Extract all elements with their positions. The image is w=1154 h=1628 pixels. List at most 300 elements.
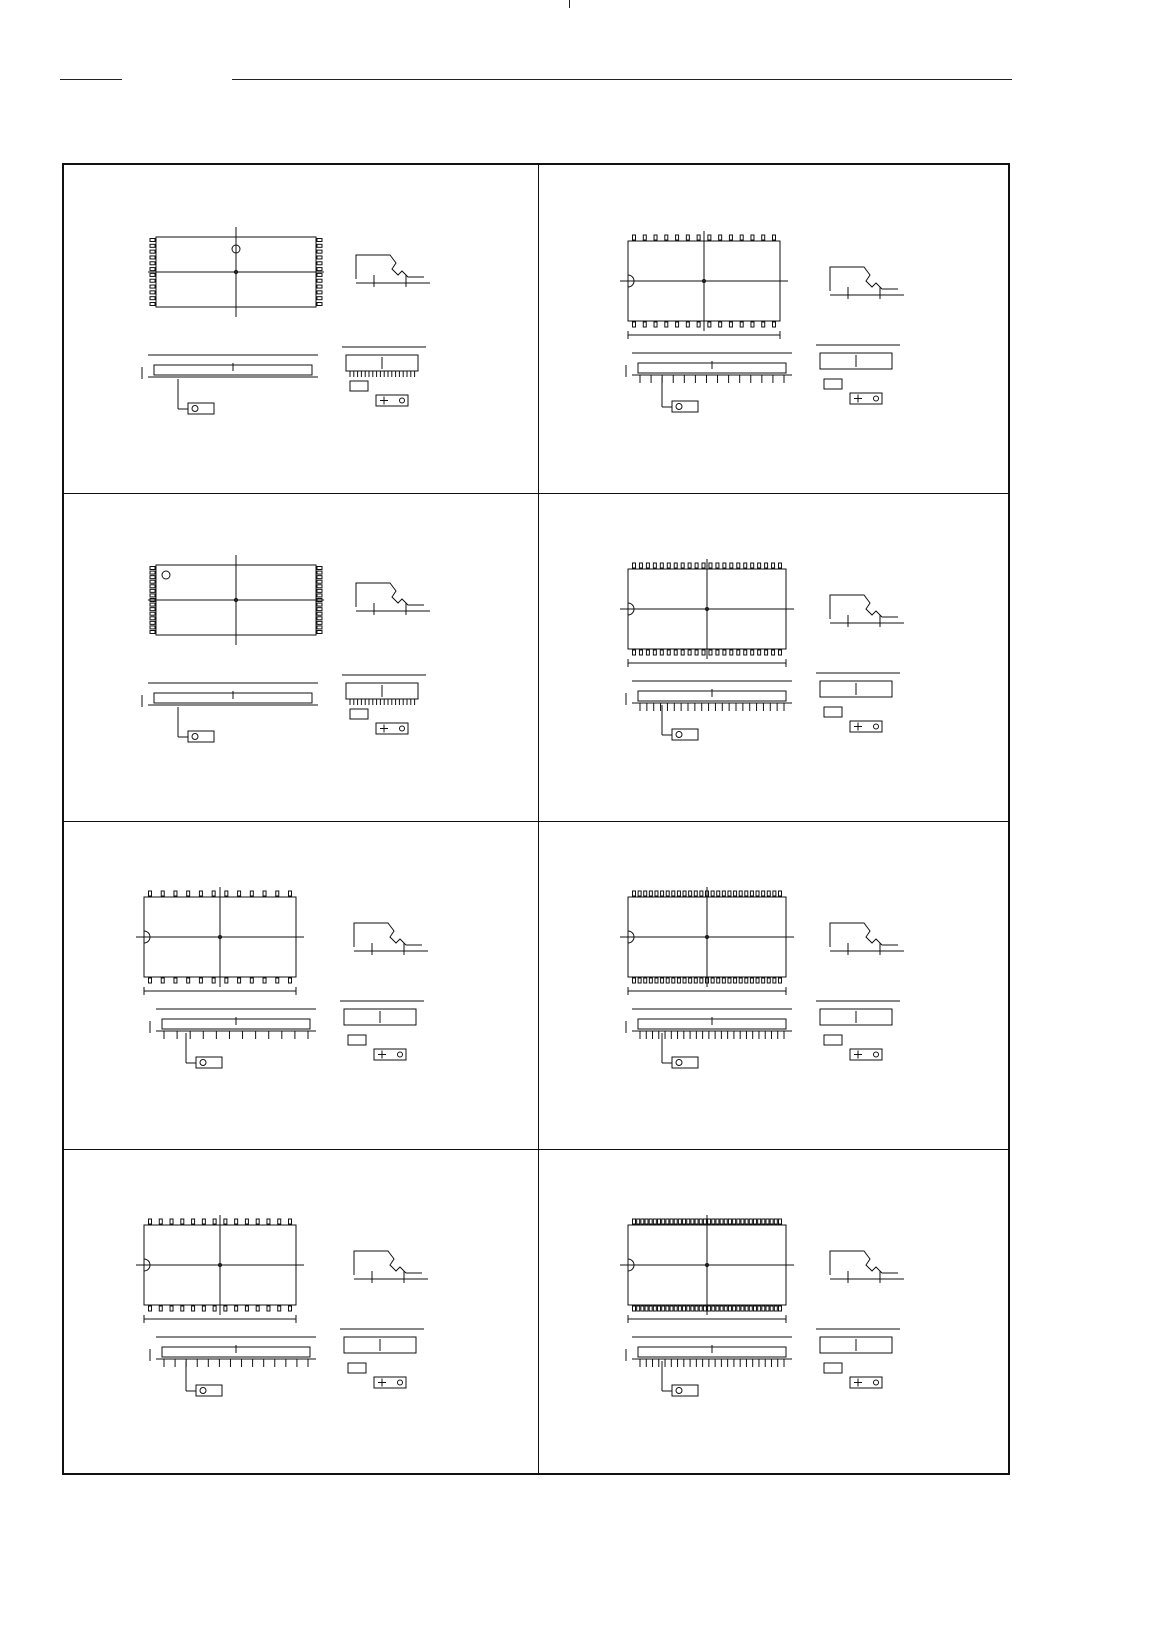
lead-top [730,563,733,568]
lead-bottom [689,978,692,983]
lead-bottom [643,322,646,327]
lead-bottom [655,978,658,983]
lead-bottom [225,978,228,983]
lead-top [700,891,703,896]
lead-bottom [758,650,761,655]
package-drawing-8 [540,1149,1012,1475]
mmc-symbol-icon [400,398,405,403]
lead-bottom [716,1306,719,1311]
lead-bottom [641,1306,644,1311]
lead-left [150,291,155,294]
lead-top [697,235,700,240]
lead-bottom [199,978,202,983]
datum-box [350,709,368,719]
lead-bottom [767,978,770,983]
lead-top [289,1219,292,1224]
package-drawing-5 [64,821,536,1147]
lead-bottom [653,1306,656,1311]
lead-top [661,891,664,896]
lead-bottom [779,978,782,983]
lead-bottom [699,1306,702,1311]
lead-top [756,891,759,896]
mmc-symbol-icon [874,724,879,729]
lead-right [317,279,322,282]
lead-bottom [263,978,266,983]
lead-bottom [741,1306,744,1311]
lead-top [278,1219,281,1224]
package-drawing-4 [540,493,1012,819]
lead-bottom [245,1306,248,1311]
lead-top [267,1219,270,1224]
lead-top [660,563,663,568]
lead-right [317,273,322,276]
lead-top [688,563,691,568]
lead-bottom [644,978,647,983]
lead-left [150,268,155,271]
lead-top [181,1219,184,1224]
lead-top [677,891,680,896]
lead-bottom [639,650,642,655]
lead-bottom [751,322,754,327]
lead-left [150,585,155,588]
lead-bottom [720,1306,723,1311]
mmc-symbol-icon [398,1380,403,1385]
lead-bottom [192,1306,195,1311]
lead-right [317,239,322,242]
lead-top [720,1219,723,1224]
lead-top [658,1219,661,1224]
flatness-symbol-icon [676,732,682,738]
datum-box [348,1363,366,1373]
lead-bottom [676,322,679,327]
lead-bottom [695,650,698,655]
lead-right [317,603,322,606]
lead-bottom [740,322,743,327]
lead-left [150,617,155,620]
lead-top [202,1219,205,1224]
lead-top [719,235,722,240]
lead-top [779,1219,782,1224]
lead-top [149,1219,152,1224]
package-svg [64,165,536,491]
lead-bottom [712,1306,715,1311]
lead-left [150,571,155,574]
lead-bottom [717,978,720,983]
lead-left [150,273,155,276]
lead-top [687,1219,690,1224]
lead-top [213,1219,216,1224]
lead-left [150,279,155,282]
lead-top [646,563,649,568]
lead-bottom [703,1306,706,1311]
lead-top [765,563,768,568]
lead-top [724,1219,727,1224]
lead-left [150,631,155,634]
lead-left [150,303,155,306]
lead-top [256,1219,259,1224]
lead-bottom [751,650,754,655]
lead-top [686,235,689,240]
lead-bottom [149,1306,152,1311]
lead-top [655,891,658,896]
drawing-group [136,1215,428,1396]
lead-bottom [174,978,177,983]
lead-right [317,621,322,624]
drawing-group [620,887,904,1068]
lead-bottom [728,978,731,983]
lead-bottom [666,1306,669,1311]
lead-top [716,1219,719,1224]
lead-top [695,563,698,568]
lead-bottom [762,1306,765,1311]
lead-right [317,268,322,271]
lead-bottom [695,1306,698,1311]
lead-bottom [250,978,253,983]
drawing-group [620,231,904,412]
grid-divider-vertical [538,165,539,1473]
lead-left [150,239,155,242]
lead-bottom [733,1306,736,1311]
lead-bottom [670,1306,673,1311]
lead-top [683,891,686,896]
lead-bottom [756,978,759,983]
lead-bottom [708,322,711,327]
lead-bottom [711,978,714,983]
lead-top [723,563,726,568]
lead-bottom [719,322,722,327]
lead-top [751,235,754,240]
lead-bottom [672,978,675,983]
lead-top [758,1219,761,1224]
mmc-symbol-icon [874,1052,879,1057]
lead-top [770,1219,773,1224]
package-svg [540,821,1012,1147]
lead-top [762,891,765,896]
lead-bottom [683,1306,686,1311]
lead-bottom [278,1306,281,1311]
lead-right [317,262,322,265]
lead-bottom [181,1306,184,1311]
lead-bottom [633,650,636,655]
lead-right [317,250,322,253]
lead-top [716,563,719,568]
lead-bottom [766,1306,769,1311]
lead-top [644,891,647,896]
lead-bottom [649,1306,652,1311]
datum-box [824,1363,842,1373]
lead-top [749,1219,752,1224]
lead-bottom [674,1306,677,1311]
lead-top [174,891,177,896]
lead-top [753,1219,756,1224]
lead-top [667,563,670,568]
lead-bottom [697,322,700,327]
lead-bottom [708,1306,711,1311]
lead-top [708,235,711,240]
lead-left [150,256,155,259]
package-svg [540,1149,1012,1475]
package-svg [540,493,1012,819]
lead-top [779,563,782,568]
lead-top [666,891,669,896]
lead-top [745,891,748,896]
package-svg [64,493,536,819]
lead-right [317,291,322,294]
flatness-symbol-icon [192,734,198,740]
flatness-symbol-icon [200,1388,206,1394]
lead-bottom [688,650,691,655]
lead-top [678,1219,681,1224]
lead-top [702,563,705,568]
lead-top [250,891,253,896]
lead-top [637,1219,640,1224]
lead-right [317,303,322,306]
lead-top [212,891,215,896]
lead-left [150,244,155,247]
lead-left [150,589,155,592]
lead-top [653,1219,656,1224]
lead-top [643,235,646,240]
lead-bottom [660,650,663,655]
package-drawing-7 [64,1149,536,1475]
lead-bottom [654,322,657,327]
lead-right [317,608,322,611]
lead-bottom [745,978,748,983]
lead-top [717,891,720,896]
lead-right [317,617,322,620]
lead-bottom [691,1306,694,1311]
drawing-group [142,227,430,414]
package-svg [64,1149,536,1475]
lead-top [729,235,732,240]
lead-bottom [649,978,652,983]
lead-top [774,1219,777,1224]
lead-left [150,580,155,583]
lead-top [691,1219,694,1224]
lead-bottom [646,650,649,655]
lead-top [709,563,712,568]
package-outline-grid [62,163,1010,1475]
drawing-group [136,887,428,1068]
lead-top [712,1219,715,1224]
package-svg [540,165,1012,491]
lead-bottom [202,1306,205,1311]
flatness-symbol-icon [200,1060,206,1066]
lead-bottom [774,1306,777,1311]
lead-bottom [765,650,768,655]
lead-left [150,603,155,606]
lead-bottom [633,1306,636,1311]
lead-bottom [653,650,656,655]
lead-top [645,1219,648,1224]
lead-bottom [662,1306,665,1311]
lead-bottom [665,322,668,327]
lead-top [666,1219,669,1224]
mmc-symbol-icon [398,1052,403,1057]
lead-bottom [256,1306,259,1311]
lead-top [728,1219,731,1224]
mmc-symbol-icon [874,396,879,401]
lead-left [150,567,155,570]
lead-right [317,626,322,629]
lead-top [750,891,753,896]
lead-bottom [235,1306,238,1311]
lead-left [150,262,155,265]
lead-bottom [744,650,747,655]
lead-bottom [773,978,776,983]
package-drawing-6 [540,821,1012,1147]
lead-bottom [687,1306,690,1311]
lead-left [150,594,155,597]
lead-right [317,589,322,592]
lead-top [758,563,761,568]
lead-top [722,891,725,896]
lead-top [235,1219,238,1224]
lead-top [633,1219,636,1224]
lead-top [745,1219,748,1224]
lead-bottom [267,1306,270,1311]
lead-top [733,1219,736,1224]
lead-bottom [729,322,732,327]
lead-bottom [678,1306,681,1311]
lead-top [149,891,152,896]
lead-bottom [758,1306,761,1311]
lead-top [665,235,668,240]
lead-bottom [677,978,680,983]
lead-top [638,891,641,896]
lead-bottom [694,978,697,983]
lead-top [159,1219,162,1224]
lead-top [633,563,636,568]
lead-bottom [722,978,725,983]
lead-bottom [681,650,684,655]
lead-top [238,891,241,896]
lead-left [150,250,155,253]
package-drawing-3 [64,493,536,819]
lead-bottom [289,1306,292,1311]
lead-top [187,891,190,896]
lead-bottom [709,650,712,655]
lead-bottom [762,322,765,327]
lead-left [150,621,155,624]
lead-top [695,1219,698,1224]
lead-bottom [667,650,670,655]
lead-bottom [674,650,677,655]
lead-bottom [716,650,719,655]
lead-top [161,891,164,896]
lead-bottom [638,978,641,983]
lead-bottom [734,978,737,983]
lead-right [317,571,322,574]
lead-profile-detail [354,923,422,947]
lead-bottom [770,1306,773,1311]
package-drawing-1 [64,165,536,491]
lead-bottom [749,1306,752,1311]
lead-bottom [753,1306,756,1311]
datum-box [824,379,842,389]
lead-top [762,1219,765,1224]
lead-top [694,891,697,896]
lead-left [150,576,155,579]
drawing-group [620,1215,904,1396]
lead-top [708,1219,711,1224]
lead-right [317,612,322,615]
lead-right [317,576,322,579]
lead-top [224,1219,227,1224]
lead-bottom [683,978,686,983]
top-tick [569,0,570,8]
lead-bottom [170,1306,173,1311]
datum-box [348,1035,366,1045]
lead-top [170,1219,173,1224]
lead-top [649,1219,652,1224]
lead-bottom [762,978,765,983]
lead-top [633,235,636,240]
lead-profile-detail [830,267,898,291]
lead-bottom [159,1306,162,1311]
lead-top [192,1219,195,1224]
lead-top [762,235,765,240]
package-svg [64,821,536,1147]
lead-top [744,563,747,568]
lead-top [740,235,743,240]
lead-bottom [661,978,664,983]
lead-left [150,608,155,611]
lead-top [199,891,202,896]
lead-bottom [633,978,636,983]
lead-top [766,1219,769,1224]
lead-bottom [724,1306,727,1311]
datum-box [350,381,368,391]
lead-profile-detail [830,923,898,947]
lead-top [773,235,776,240]
lead-bottom [666,978,669,983]
drawing-group [142,555,430,742]
lead-profile-detail [830,595,898,619]
lead-bottom [737,650,740,655]
lead-top [653,563,656,568]
lead-top [641,1219,644,1224]
lead-top [633,891,636,896]
lead-left [150,612,155,615]
lead-top [674,1219,677,1224]
lead-bottom [700,978,703,983]
lead-bottom [739,978,742,983]
lead-right [317,567,322,570]
lead-top [772,563,775,568]
lead-bottom [750,978,753,983]
lead-top [779,891,782,896]
mmc-symbol-icon [400,726,405,731]
lead-top [741,1219,744,1224]
lead-top [734,891,737,896]
lead-top [263,891,266,896]
lead-right [317,256,322,259]
lead-top [674,563,677,568]
lead-profile-detail [356,255,424,279]
lead-bottom [773,322,776,327]
lead-top [662,1219,665,1224]
lead-bottom [779,1306,782,1311]
lead-bottom [730,650,733,655]
lead-top [676,235,679,240]
lead-right [317,580,322,583]
lead-bottom [737,1306,740,1311]
lead-bottom [149,978,152,983]
lead-top [699,1219,702,1224]
lead-bottom [723,650,726,655]
mmc-symbol-icon [874,1380,879,1385]
